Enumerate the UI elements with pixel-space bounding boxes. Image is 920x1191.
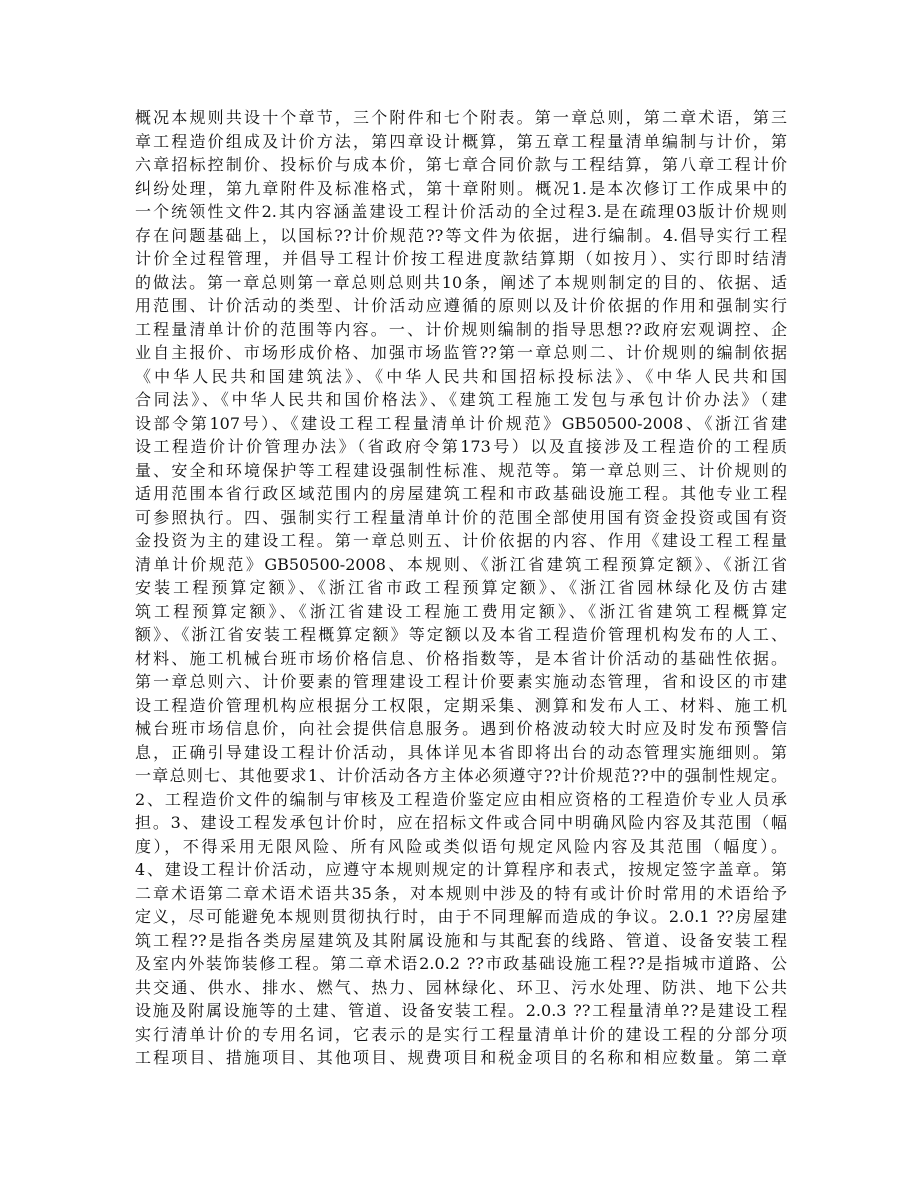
- text-line: 设施及附属设施等的土建、管道、设备安装工程。2.0.3 ??工程量清单??是建设工程: [135, 1001, 787, 1020]
- text-line: 设部令第107号）、《建设工程工程量清单计价规范》GB50500-2008、《浙江省建: [135, 413, 787, 433]
- text-line: 安装工程预算定额》、《浙江省市政工程预算定额》、《浙江省园林绿化及仿古建: [135, 578, 787, 597]
- text-line: 业自主报价、市场形成价格、加强市场监管??第一章总则二、计价规则的编制依据: [135, 343, 787, 362]
- text-line: 定义，尽可能避免本规则贯彻执行时，由于不同理解而造成的争议。2.0.1 ??房屋建: [135, 907, 787, 926]
- text-line: 一章总则七、其他要求1、计价活动各方主体必须遵守??计价规范??中的强制性规定。: [135, 766, 787, 785]
- text-line: 《中华人民共和国建筑法》、《中华人民共和国招标投标法》、《中华人民共和国: [135, 366, 787, 386]
- text-line: 4、建设工程计价活动，应遵守本规则规定的计算程序和表式，按规定签字盖章。第: [135, 860, 787, 879]
- text-line: 金投资为主的建设工程。第一章总则五、计价依据的内容、作用《建设工程工程量: [135, 531, 787, 550]
- text-line: 用范围、计价活动的类型、计价活动应遵循的原则以及计价依据的作用和强制实行: [135, 296, 787, 315]
- text-line: 共交通、供水、排水、燃气、热力、园林绿化、环卫、污水处理、防洪、地下公共: [135, 977, 787, 997]
- text-line: 械台班市场信息价，向社会提供信息服务。遇到价格波动较大时应及时发布预警信: [135, 719, 787, 738]
- text-line: 第一章总则六、计价要素的管理建设工程计价要素实施动态管理，省和设区的市建: [135, 672, 787, 691]
- text-line: 纠纷处理，第九章附件及标准格式，第十章附则。概况1.是本次修订工作成果中的: [135, 178, 787, 198]
- text-line: 概况本规则共设十个章节，三个附件和七个附表。第一章总则，第二章术语，第三: [135, 108, 787, 127]
- text-line: 工程量清单计价的范围等内容。一、计价规则编制的指导思想??政府宏观调控、企: [135, 319, 787, 339]
- text-line: 适用范围本省行政区域范围内的房屋建筑工程和市政基础设施工程。其他专业工程: [135, 484, 787, 503]
- text-line: 二章术语第二章术语术语共35条，对本规则中涉及的特有或计价时常用的术语给予: [135, 883, 787, 903]
- text-line: 筑工程??是指各类房屋建筑及其附属设施和与其配套的线路、管道、设备安装工程: [135, 930, 787, 950]
- text-line: 筑工程预算定额》、《浙江省建设工程施工费用定额》、《浙江省建筑工程概算定: [135, 601, 787, 621]
- text-line: 章工程造价组成及计价方法，第四章设计概算，第五章工程量清单编制与计价，第: [135, 131, 787, 151]
- text-line: 额》、《浙江省安装工程概算定额》等定额以及本省工程造价管理机构发布的人工、: [135, 625, 787, 644]
- text-line: 工程项目、措施项目、其他项目、规费项目和税金项目的名称和相应数量。第二章: [135, 1048, 787, 1067]
- text-line: 及室内外装饰装修工程。第二章术语2.0.2 ??市政基础设施工程??是指城市道路、公: [135, 954, 787, 973]
- text-line: 设工程造价管理机构应根据分工权限，定期采集、测算和发布人工、材料、施工机: [135, 695, 787, 715]
- text-line: 实行清单计价的专用名词，它表示的是实行工程量清单计价的建设工程的分部分项: [135, 1024, 787, 1044]
- text-line: 设工程造价计价管理办法》（省政府令第173号）以及直接涉及工程造价的工程质: [135, 437, 787, 456]
- text-line: 度），不得采用无限风险、所有风险或类似语句规定风险内容及其范围（幅度）。: [135, 836, 787, 856]
- body-text: [135, 106, 787, 1070]
- text-line: 担。3、建设工程发承包计价时，应在招标文件或合同中明确风险内容及其范围（幅: [135, 813, 787, 832]
- text-line: 六章招标控制价、投标价与成本价，第七章合同价款与工程结算，第八章工程计价: [135, 155, 787, 174]
- text-line: 量、安全和环境保护等工程建设强制性标准、规范等。第一章总则三、计价规则的: [135, 460, 787, 480]
- text-line: 清单计价规范》GB50500-2008、本规则、《浙江省建筑工程预算定额》、《浙江省: [135, 554, 787, 574]
- text-line: 存在问题基础上，以国标??计价规范??等文件为依据，进行编制。4.倡导实行工程: [135, 225, 787, 245]
- text-line: 2、工程造价文件的编制与审核及工程造价鉴定应由相应资格的工程造价专业人员承: [135, 789, 787, 809]
- text-line: 计价全过程管理，并倡导工程计价按工程进度款结算期（如按月）、实行即时结清: [135, 249, 787, 268]
- text-line: 材料、施工机械台班市场价格信息、价格指数等，是本省计价活动的基础性依据。: [135, 648, 787, 668]
- text-line: 合同法》、《中华人民共和国价格法》、《建筑工程施工发包与承包计价办法》（建: [135, 390, 787, 409]
- text-line: 的做法。第一章总则第一章总则总则共10条，阐述了本规则制定的目的、依据、适: [135, 272, 787, 292]
- text-line: 可参照执行。四、强制实行工程量清单计价的范围全部使用国有资金投资或国有资: [135, 507, 787, 527]
- text-line: 息，正确引导建设工程计价活动，具体详见本省即将出台的动态管理实施细则。第: [135, 742, 787, 762]
- text-line: 一个统领性文件2.其内容涵盖建设工程计价活动的全过程3.是在疏理03版计价规则: [135, 202, 787, 221]
